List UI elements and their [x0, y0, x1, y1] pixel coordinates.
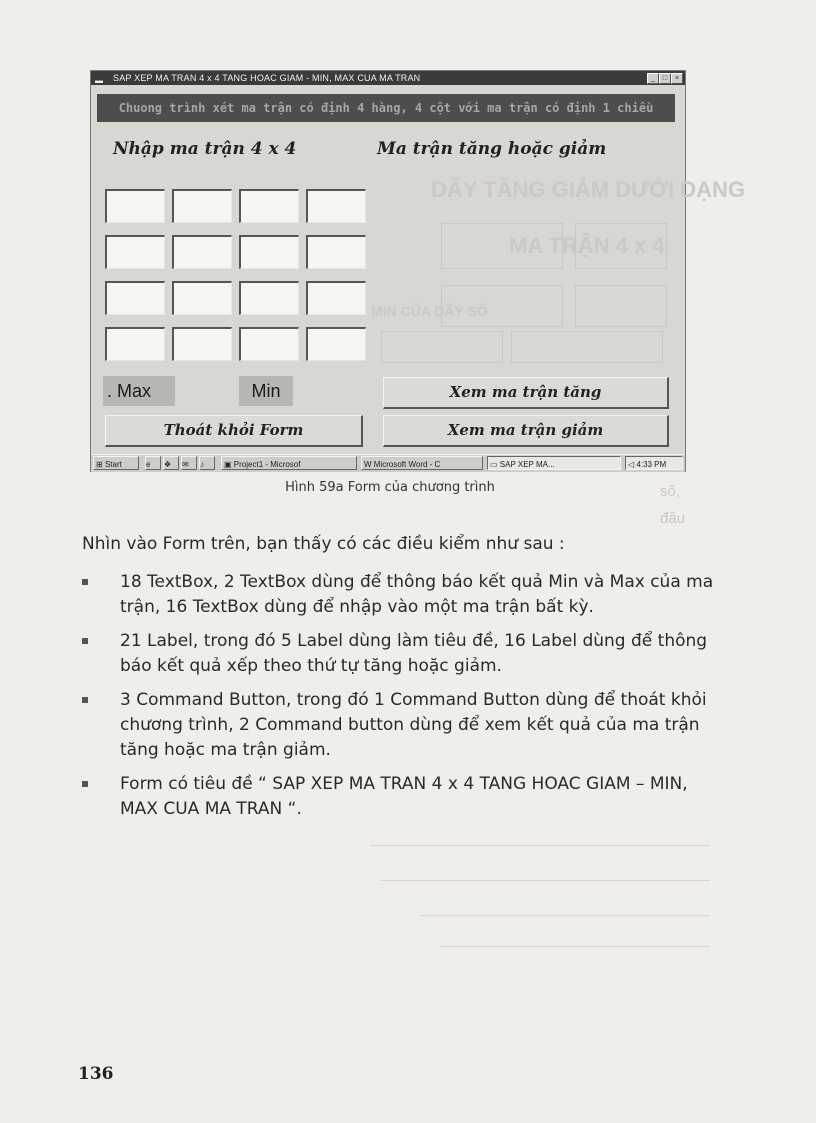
taskbar — [91, 454, 685, 472]
show-through-lines — [380, 880, 710, 881]
matrix-input-cell[interactable] — [105, 235, 165, 269]
background-title-1: DÃY TĂNG GIẢM DƯỚI DẠNG — [431, 177, 746, 202]
matrix-input-cell[interactable] — [172, 327, 232, 361]
system-tray — [625, 456, 683, 470]
max-label: . Max — [103, 376, 175, 406]
background-cell — [441, 223, 563, 269]
taskbar-item-project[interactable] — [221, 456, 357, 470]
list-item-text: 18 TextBox, 2 TextBox dùng để thông báo kết quả Min và Max của ma trận, 16 TextBox dùng để nhập vào một ma trận bất kỳ. — [120, 572, 714, 617]
background-cell — [441, 285, 563, 327]
list-item — [82, 629, 722, 679]
quick-launch-icon[interactable]: e — [145, 456, 161, 470]
matrix-input-cell[interactable] — [306, 235, 366, 269]
matrix-input-cell[interactable] — [239, 281, 299, 315]
window-system-icon: ▬ — [95, 76, 103, 85]
taskbar-item-label: Microsoft Word - C — [373, 460, 441, 469]
matrix-input-cell[interactable] — [239, 327, 299, 361]
matrix-input-cell[interactable] — [306, 281, 366, 315]
start-button[interactable] — [93, 456, 139, 470]
bullet-icon — [82, 638, 88, 644]
form-screenshot-window — [90, 70, 746, 472]
view-decreasing-matrix-button[interactable]: Xem ma trận giảm — [383, 415, 669, 447]
matrix-input-cell[interactable] — [172, 235, 232, 269]
quick-launch-icon[interactable]: ✉ — [181, 456, 197, 470]
background-cell — [381, 331, 503, 363]
show-through-lines — [440, 946, 710, 947]
speaker-icon: ◁ — [628, 460, 635, 469]
matrix-input-cell[interactable] — [306, 327, 366, 361]
form-banner: Chuong trình xét ma trận có định 4 hàng, 4 cột với ma trận có định 1 chiều — [97, 94, 675, 122]
background-title-2: MA TRẬN 4 x 4 — [509, 233, 665, 258]
header-input-matrix: Nhập ma trận 4 x 4 — [113, 139, 297, 159]
list-item — [82, 570, 722, 620]
view-increasing-matrix-button[interactable]: Xem ma trận tăng — [383, 377, 669, 409]
bullet-icon — [82, 781, 88, 787]
list-item-text: Form có tiêu đề “ SAP XEP MA TRAN 4 x 4 TANG HOAC GIAM – MIN, MAX CUA MA TRAN “. — [120, 774, 688, 819]
matrix-input-cell[interactable] — [172, 189, 232, 223]
window-title-bar — [91, 71, 685, 85]
app-icon: ▭ — [490, 460, 498, 469]
taskbar-item-label: Project1 - Microsof — [233, 460, 301, 469]
quick-launch-icon[interactable]: ❖ — [163, 456, 179, 470]
matrix-input-cell[interactable] — [239, 189, 299, 223]
start-label: Start — [104, 460, 122, 469]
show-through-lines — [370, 845, 710, 846]
exit-form-button[interactable]: Thoát khỏi Form — [105, 415, 363, 447]
bullet-icon — [82, 579, 88, 585]
minimize-icon[interactable]: _ — [647, 73, 659, 84]
matrix-input-cell[interactable] — [105, 281, 165, 315]
show-through-lines — [420, 915, 710, 916]
matrix-input-cell[interactable] — [105, 189, 165, 223]
taskbar-item-label: SAP XEP MA... — [499, 460, 555, 469]
list-item — [82, 772, 722, 822]
min-label: Min — [239, 376, 293, 406]
maximize-icon[interactable]: □ — [659, 73, 671, 84]
intro-paragraph: Nhìn vào Form trên, bạn thấy có các điều kiểm như sau : — [82, 534, 565, 554]
background-cell — [575, 223, 667, 269]
project-icon: ▣ — [224, 460, 232, 469]
close-icon[interactable]: × — [671, 73, 683, 84]
bullet-icon — [82, 697, 88, 703]
background-cell — [511, 331, 663, 363]
background-cell — [575, 285, 667, 327]
page-number: 136 — [78, 1064, 114, 1084]
list-item-text: 21 Label, trong đó 5 Label dùng làm tiêu đề, 16 Label dùng để thông báo kết quả xếp theo thứ tự tăng hoặc giảm. — [120, 631, 708, 676]
show-through-text: số, đầu — [660, 483, 686, 527]
quick-launch-icon[interactable]: ♪ — [199, 456, 215, 470]
list-item-text: 3 Command Button, trong đó 1 Command Button dùng để thoát khỏi chương trình, 2 Command button dùng để xem kết quả của ma trận tăng hoặc ma trận giảm. — [120, 690, 707, 760]
word-icon: W — [364, 460, 372, 469]
header-result-matrix: Ma trận tăng hoặc giảm — [377, 139, 607, 159]
matrix-input-cell[interactable] — [306, 189, 366, 223]
figure-caption: Hình 59a Form của chương trình — [285, 480, 495, 495]
matrix-input-cell[interactable] — [239, 235, 299, 269]
background-subtitle: MIN CỦA DÃY SỐ — [371, 303, 488, 319]
matrix-input-cell[interactable] — [172, 281, 232, 315]
list-item — [82, 688, 722, 763]
control-list — [82, 570, 722, 831]
windows-logo-icon: ⊞ — [96, 460, 103, 469]
tray-clock: 4:33 PM — [636, 460, 667, 469]
taskbar-item-sapxep[interactable] — [487, 456, 621, 470]
window-title: SAP XEP MA TRAN 4 x 4 TANG HOAC GIAM - MIN, MAX CUA MA TRAN — [113, 73, 421, 83]
taskbar-item-word[interactable] — [361, 456, 483, 470]
matrix-input-cell[interactable] — [105, 327, 165, 361]
